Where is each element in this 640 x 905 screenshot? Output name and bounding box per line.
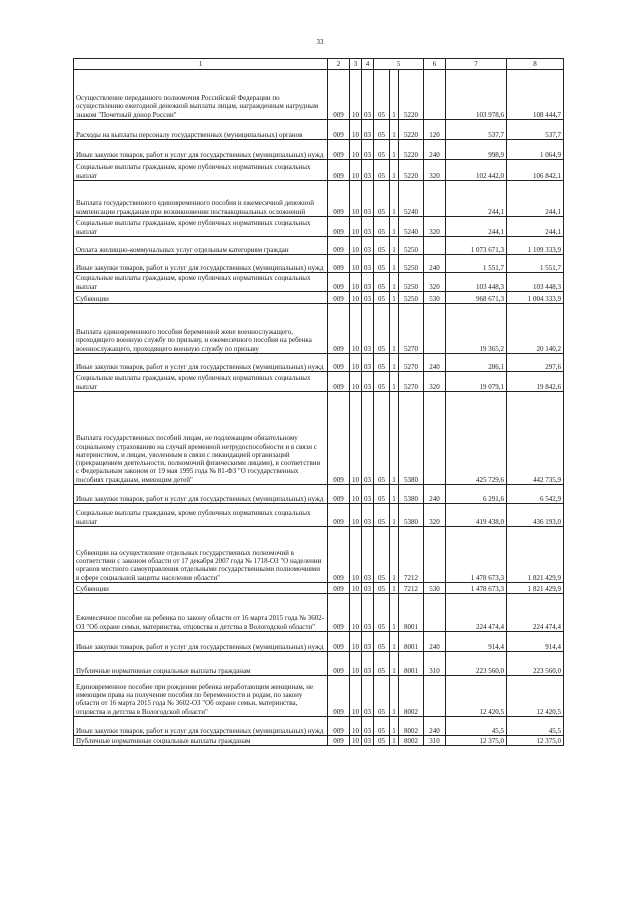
- cell-vr: 530: [424, 583, 446, 594]
- cell-value-2018: 1 551,7: [507, 255, 564, 273]
- table-row: [74, 392, 564, 485]
- cell-value-2017: 1 478 673,3: [446, 527, 507, 583]
- cell-vr: [424, 392, 446, 485]
- cell-rz: 10: [350, 160, 362, 181]
- row-label: Единовременное пособие при рождении ребенка неработающим женщинам, не имеющим права на получение пособия по беременности и родам, по закону области от 16 марта 2015 года № 3602-ОЗ "Об охране семьи, материнства, отцовства и детства в Вологодской области": [74, 676, 328, 717]
- cell-gr: 009: [328, 120, 350, 140]
- cell-gr: 009: [328, 594, 350, 632]
- cell-rz: 10: [350, 140, 362, 160]
- row-label: Иные закупки товаров, работ и услуг для государственных (муниципальных) нужд: [74, 255, 328, 273]
- cell-cs3: 5220: [399, 160, 424, 181]
- row-label: Выплата единовременного пособия беременной жене военнослужащего, проходящего военную службу по призыву, и ежемесячного пособия на ребенка военнослужащего, проходящего военную службу по призыву: [74, 304, 328, 354]
- row-label: Иные закупки товаров, работ и услуг для государственных (муниципальных) нужд: [74, 140, 328, 160]
- cell-rz: 10: [350, 70, 362, 120]
- table-row: [74, 304, 564, 354]
- row-label: Иные закупки товаров, работ и услуг для государственных (муниципальных) нужд: [74, 632, 328, 652]
- cell-gr: 009: [328, 652, 350, 676]
- cell-value-2018: 12 375,0: [507, 736, 564, 746]
- cell-pr: 03: [362, 160, 374, 181]
- cell-vr: 320: [424, 504, 446, 527]
- cell-cs1: 05: [374, 717, 390, 736]
- cell-value-2017: 914,4: [446, 632, 507, 652]
- row-label: Иные закупки товаров, работ и услуг для государственных (муниципальных) нужд: [74, 354, 328, 372]
- cell-gr: 009: [328, 217, 350, 237]
- row-label: Иные закупки товаров, работ и услуг для государственных (муниципальных) нужд: [74, 485, 328, 504]
- cell-cs3: 5220: [399, 70, 424, 120]
- cell-pr: 03: [362, 485, 374, 504]
- cell-vr: [424, 527, 446, 583]
- cell-value-2017: 19 079,1: [446, 372, 507, 392]
- cell-cs2: 1: [390, 292, 399, 304]
- cell-cs1: 05: [374, 304, 390, 354]
- cell-rz: 10: [350, 304, 362, 354]
- header-cell: 8: [507, 59, 564, 70]
- cell-value-2018: 45,5: [507, 717, 564, 736]
- cell-gr: 009: [328, 504, 350, 527]
- row-label: Субвенции на осуществление отдельных государственных полномочий в соответствии с законом области от 17 декабря 2007 года № 1718-ОЗ "О наделении органов местного самоуправления отдельными государственными полномочиями в сфере социальной защиты населения области": [74, 527, 328, 583]
- cell-cs3: 5270: [399, 372, 424, 392]
- row-label: Ежемесячное пособие на ребенка по закону области от 16 марта 2015 года № 3602-ОЗ "Об охране семьи, материнства, отцовства и детства в Вологодской области": [74, 594, 328, 632]
- cell-value-2017: 45,5: [446, 717, 507, 736]
- cell-cs2: 1: [390, 70, 399, 120]
- cell-rz: 10: [350, 736, 362, 746]
- cell-value-2017: 1 073 671,3: [446, 237, 507, 255]
- cell-value-2017: 6 291,6: [446, 485, 507, 504]
- cell-cs1: 05: [374, 255, 390, 273]
- header-cell: 4: [362, 59, 374, 70]
- cell-cs2: 1: [390, 504, 399, 527]
- cell-cs2: 1: [390, 372, 399, 392]
- row-label: Социальные выплаты гражданам, кроме публичных нормативных социальных выплат: [74, 504, 328, 527]
- cell-rz: 10: [350, 273, 362, 292]
- cell-cs3: 5380: [399, 504, 424, 527]
- cell-vr: 240: [424, 485, 446, 504]
- cell-vr: 240: [424, 632, 446, 652]
- row-label: Социальные выплаты гражданам, кроме публичных нормативных социальных выплат: [74, 372, 328, 392]
- table-row: [74, 632, 564, 652]
- cell-cs2: 1: [390, 255, 399, 273]
- table-row: [74, 676, 564, 717]
- cell-cs3: 5270: [399, 304, 424, 354]
- cell-rz: 10: [350, 120, 362, 140]
- table-row: [74, 527, 564, 583]
- cell-rz: 10: [350, 504, 362, 527]
- cell-pr: 03: [362, 273, 374, 292]
- cell-rz: 10: [350, 527, 362, 583]
- cell-value-2018: 1 821 429,9: [507, 527, 564, 583]
- cell-gr: 009: [328, 255, 350, 273]
- cell-value-2018: 1 004 333,9: [507, 292, 564, 304]
- cell-pr: 03: [362, 652, 374, 676]
- cell-rz: 10: [350, 392, 362, 485]
- cell-value-2017: 998,9: [446, 140, 507, 160]
- cell-gr: 009: [328, 717, 350, 736]
- cell-cs3: 8002: [399, 717, 424, 736]
- cell-cs1: 05: [374, 70, 390, 120]
- row-label: Иные закупки товаров, работ и услуг для государственных (муниципальных) нужд: [74, 717, 328, 736]
- cell-value-2018: 6 542,9: [507, 485, 564, 504]
- header-cell: 7: [446, 59, 507, 70]
- cell-cs3: 8001: [399, 652, 424, 676]
- cell-vr: 320: [424, 273, 446, 292]
- cell-rz: 10: [350, 652, 362, 676]
- cell-pr: 03: [362, 120, 374, 140]
- cell-vr: 310: [424, 736, 446, 746]
- cell-cs2: 1: [390, 632, 399, 652]
- cell-cs3: 5250: [399, 255, 424, 273]
- cell-cs2: 1: [390, 237, 399, 255]
- cell-pr: 03: [362, 504, 374, 527]
- header-cell: 3: [350, 59, 362, 70]
- cell-value-2018: 12 420,5: [507, 676, 564, 717]
- cell-vr: [424, 676, 446, 717]
- cell-gr: 009: [328, 304, 350, 354]
- cell-value-2018: 223 560,0: [507, 652, 564, 676]
- cell-cs2: 1: [390, 120, 399, 140]
- cell-pr: 03: [362, 594, 374, 632]
- cell-value-2018: 436 193,0: [507, 504, 564, 527]
- cell-value-2018: 224 474,4: [507, 594, 564, 632]
- cell-value-2017: 12 420,5: [446, 676, 507, 717]
- table-row: [74, 736, 564, 746]
- cell-pr: 03: [362, 392, 374, 485]
- cell-vr: 240: [424, 717, 446, 736]
- cell-cs1: 05: [374, 354, 390, 372]
- cell-value-2018: 914,4: [507, 632, 564, 652]
- table-row: [74, 372, 564, 392]
- row-label: Социальные выплаты гражданам, кроме публичных нормативных социальных выплат: [74, 160, 328, 181]
- cell-value-2017: 12 375,0: [446, 736, 507, 746]
- cell-cs3: 5250: [399, 273, 424, 292]
- table-row: [74, 583, 564, 594]
- cell-cs3: 5220: [399, 120, 424, 140]
- cell-pr: 03: [362, 217, 374, 237]
- cell-gr: 009: [328, 527, 350, 583]
- table-row: [74, 292, 564, 304]
- header-cell: 1: [74, 59, 328, 70]
- cell-vr: [424, 304, 446, 354]
- cell-cs3: 5380: [399, 392, 424, 485]
- cell-cs2: 1: [390, 160, 399, 181]
- cell-cs3: 5250: [399, 292, 424, 304]
- cell-value-2018: 442 735,9: [507, 392, 564, 485]
- cell-vr: 530: [424, 292, 446, 304]
- cell-cs1: 05: [374, 527, 390, 583]
- cell-value-2018: 106 842,1: [507, 160, 564, 181]
- cell-cs1: 05: [374, 217, 390, 237]
- cell-rz: 10: [350, 632, 362, 652]
- cell-cs1: 05: [374, 583, 390, 594]
- cell-cs1: 05: [374, 273, 390, 292]
- page-number: 33: [316, 38, 324, 46]
- cell-cs1: 05: [374, 652, 390, 676]
- cell-cs2: 1: [390, 485, 399, 504]
- cell-cs1: 05: [374, 292, 390, 304]
- cell-pr: 03: [362, 676, 374, 717]
- cell-gr: 009: [328, 632, 350, 652]
- cell-cs1: 05: [374, 676, 390, 717]
- table-row: [74, 594, 564, 632]
- cell-rz: 10: [350, 485, 362, 504]
- table-row: [74, 652, 564, 676]
- row-label: Субвенции: [74, 292, 328, 304]
- cell-gr: 009: [328, 292, 350, 304]
- cell-cs2: 1: [390, 527, 399, 583]
- row-label: Социальные выплаты гражданам, кроме публичных нормативных социальных выплат: [74, 273, 328, 292]
- cell-rz: 10: [350, 217, 362, 237]
- cell-pr: 03: [362, 304, 374, 354]
- cell-vr: [424, 594, 446, 632]
- cell-cs1: 05: [374, 120, 390, 140]
- cell-cs1: 05: [374, 392, 390, 485]
- cell-cs3: 5240: [399, 217, 424, 237]
- row-label: Публичные нормативные социальные выплаты гражданам: [74, 736, 328, 746]
- row-label: Осуществление переданного полномочия Российской Федерации по осуществлению ежегодной денежной выплаты лицам, награжденным нагрудным знаком "Почетный донор России": [74, 70, 328, 120]
- cell-vr: 320: [424, 217, 446, 237]
- cell-vr: [424, 181, 446, 217]
- cell-gr: 009: [328, 485, 350, 504]
- cell-cs2: 1: [390, 583, 399, 594]
- cell-value-2017: 537,7: [446, 120, 507, 140]
- cell-pr: 03: [362, 181, 374, 217]
- cell-cs3: 5240: [399, 181, 424, 217]
- cell-cs2: 1: [390, 304, 399, 354]
- table-row: [74, 504, 564, 527]
- cell-cs1: 05: [374, 632, 390, 652]
- cell-vr: 310: [424, 652, 446, 676]
- cell-cs2: 1: [390, 217, 399, 237]
- cell-gr: 009: [328, 160, 350, 181]
- cell-value-2017: 1 551,7: [446, 255, 507, 273]
- table-row: [74, 717, 564, 736]
- table-row: [74, 217, 564, 237]
- cell-rz: 10: [350, 676, 362, 717]
- row-label: Оплата жилищно-коммунальных услуг отдельным категориям граждан: [74, 237, 328, 255]
- cell-rz: 10: [350, 237, 362, 255]
- cell-pr: 03: [362, 527, 374, 583]
- cell-gr: 009: [328, 354, 350, 372]
- row-label: Социальные выплаты гражданам, кроме публичных нормативных социальных выплат: [74, 217, 328, 237]
- cell-value-2018: 1 821 429,9: [507, 583, 564, 594]
- cell-cs1: 05: [374, 372, 390, 392]
- header-cell: 2: [328, 59, 350, 70]
- cell-value-2017: 103 448,3: [446, 273, 507, 292]
- row-label: Публичные нормативные социальные выплаты гражданам: [74, 652, 328, 676]
- cell-gr: 009: [328, 237, 350, 255]
- table-row: [74, 70, 564, 120]
- cell-gr: 009: [328, 273, 350, 292]
- table-row: [74, 181, 564, 217]
- cell-value-2018: 244,1: [507, 217, 564, 237]
- cell-cs1: 05: [374, 736, 390, 746]
- cell-vr: 240: [424, 140, 446, 160]
- cell-value-2018: 244,1: [507, 181, 564, 217]
- cell-cs1: 05: [374, 160, 390, 181]
- budget-table: [73, 58, 564, 746]
- table-row: [74, 273, 564, 292]
- cell-value-2018: 20 140,2: [507, 304, 564, 354]
- cell-cs1: 05: [374, 485, 390, 504]
- cell-rz: 10: [350, 717, 362, 736]
- row-label: Выплата государственного единовременного пособия и ежемесячной денежной компенсации гражданам при возникновении поствакцинальных осложнений: [74, 181, 328, 217]
- cell-value-2017: 19 365,2: [446, 304, 507, 354]
- cell-gr: 009: [328, 181, 350, 217]
- table-row: [74, 237, 564, 255]
- cell-vr: 320: [424, 372, 446, 392]
- cell-vr: 320: [424, 160, 446, 181]
- cell-gr: 009: [328, 736, 350, 746]
- table-row: [74, 120, 564, 140]
- cell-cs3: 5250: [399, 237, 424, 255]
- cell-value-2017: 102 442,0: [446, 160, 507, 181]
- cell-vr: 240: [424, 354, 446, 372]
- row-label: Расходы на выплаты персоналу государственных (муниципальных) органов: [74, 120, 328, 140]
- cell-pr: 03: [362, 372, 374, 392]
- cell-gr: 009: [328, 140, 350, 160]
- header-cell: 6: [424, 59, 446, 70]
- cell-value-2018: 103 448,3: [507, 273, 564, 292]
- cell-cs3: 8002: [399, 676, 424, 717]
- cell-pr: 03: [362, 583, 374, 594]
- cell-value-2017: 425 729,6: [446, 392, 507, 485]
- cell-cs3: 7212: [399, 527, 424, 583]
- cell-pr: 03: [362, 255, 374, 273]
- cell-pr: 03: [362, 70, 374, 120]
- cell-pr: 03: [362, 140, 374, 160]
- header-cell: 5: [374, 59, 424, 70]
- cell-rz: 10: [350, 292, 362, 304]
- cell-rz: 10: [350, 354, 362, 372]
- table-row: [74, 160, 564, 181]
- cell-value-2017: 244,1: [446, 217, 507, 237]
- cell-value-2017: 1 478 673,3: [446, 583, 507, 594]
- row-label: Выплата государственных пособий лицам, не подлежащим обязательному социальному страхованию на случай временной нетрудоспособности и в связи с материнством, и лицам, уволенным в связи с ликвидацией организаций (прекращением деятельности, полномочий физическими лицами), в соответствии с Федеральным законом от 19 мая 1995 года № 81-ФЗ "О государственных пособиях гражданам, имеющим детей": [74, 392, 328, 485]
- cell-cs2: 1: [390, 354, 399, 372]
- cell-cs3: 8001: [399, 594, 424, 632]
- cell-rz: 10: [350, 181, 362, 217]
- cell-cs2: 1: [390, 181, 399, 217]
- cell-vr: 240: [424, 255, 446, 273]
- cell-cs3: 5270: [399, 354, 424, 372]
- cell-cs1: 05: [374, 181, 390, 217]
- cell-value-2017: 103 978,6: [446, 70, 507, 120]
- cell-cs1: 05: [374, 237, 390, 255]
- cell-cs3: 8001: [399, 632, 424, 652]
- cell-pr: 03: [362, 292, 374, 304]
- table-row: [74, 485, 564, 504]
- cell-cs2: 1: [390, 392, 399, 485]
- cell-cs2: 1: [390, 652, 399, 676]
- cell-value-2017: 968 671,3: [446, 292, 507, 304]
- cell-cs2: 1: [390, 676, 399, 717]
- cell-vr: 120: [424, 120, 446, 140]
- cell-cs3: 5220: [399, 140, 424, 160]
- cell-cs3: 5380: [399, 485, 424, 504]
- cell-cs1: 05: [374, 140, 390, 160]
- cell-value-2018: 297,6: [507, 354, 564, 372]
- cell-vr: [424, 70, 446, 120]
- cell-value-2017: 419 438,0: [446, 504, 507, 527]
- cell-cs3: 7212: [399, 583, 424, 594]
- cell-value-2018: 1 064,9: [507, 140, 564, 160]
- cell-value-2018: 19 842,6: [507, 372, 564, 392]
- cell-cs2: 1: [390, 736, 399, 746]
- row-label: Субвенции: [74, 583, 328, 594]
- table-row: [74, 255, 564, 273]
- cell-cs2: 1: [390, 594, 399, 632]
- cell-rz: 10: [350, 255, 362, 273]
- cell-rz: 10: [350, 594, 362, 632]
- cell-gr: 009: [328, 70, 350, 120]
- cell-rz: 10: [350, 372, 362, 392]
- cell-value-2017: 286,1: [446, 354, 507, 372]
- table-row: [74, 140, 564, 160]
- cell-rz: 10: [350, 583, 362, 594]
- cell-cs2: 1: [390, 140, 399, 160]
- cell-pr: 03: [362, 632, 374, 652]
- cell-pr: 03: [362, 736, 374, 746]
- cell-gr: 009: [328, 372, 350, 392]
- cell-vr: [424, 237, 446, 255]
- cell-value-2018: 108 444,7: [507, 70, 564, 120]
- table-header-row: [74, 59, 564, 70]
- cell-cs3: 8002: [399, 736, 424, 746]
- cell-gr: 009: [328, 392, 350, 485]
- table-row: [74, 354, 564, 372]
- cell-gr: 009: [328, 583, 350, 594]
- cell-cs2: 1: [390, 717, 399, 736]
- cell-value-2017: 224 474,4: [446, 594, 507, 632]
- cell-pr: 03: [362, 354, 374, 372]
- cell-cs2: 1: [390, 273, 399, 292]
- cell-gr: 009: [328, 676, 350, 717]
- cell-cs1: 05: [374, 504, 390, 527]
- cell-pr: 03: [362, 717, 374, 736]
- cell-value-2017: 223 560,0: [446, 652, 507, 676]
- cell-value-2018: 1 109 333,9: [507, 237, 564, 255]
- cell-value-2018: 537,7: [507, 120, 564, 140]
- cell-cs1: 05: [374, 594, 390, 632]
- cell-value-2017: 244,1: [446, 181, 507, 217]
- cell-pr: 03: [362, 237, 374, 255]
